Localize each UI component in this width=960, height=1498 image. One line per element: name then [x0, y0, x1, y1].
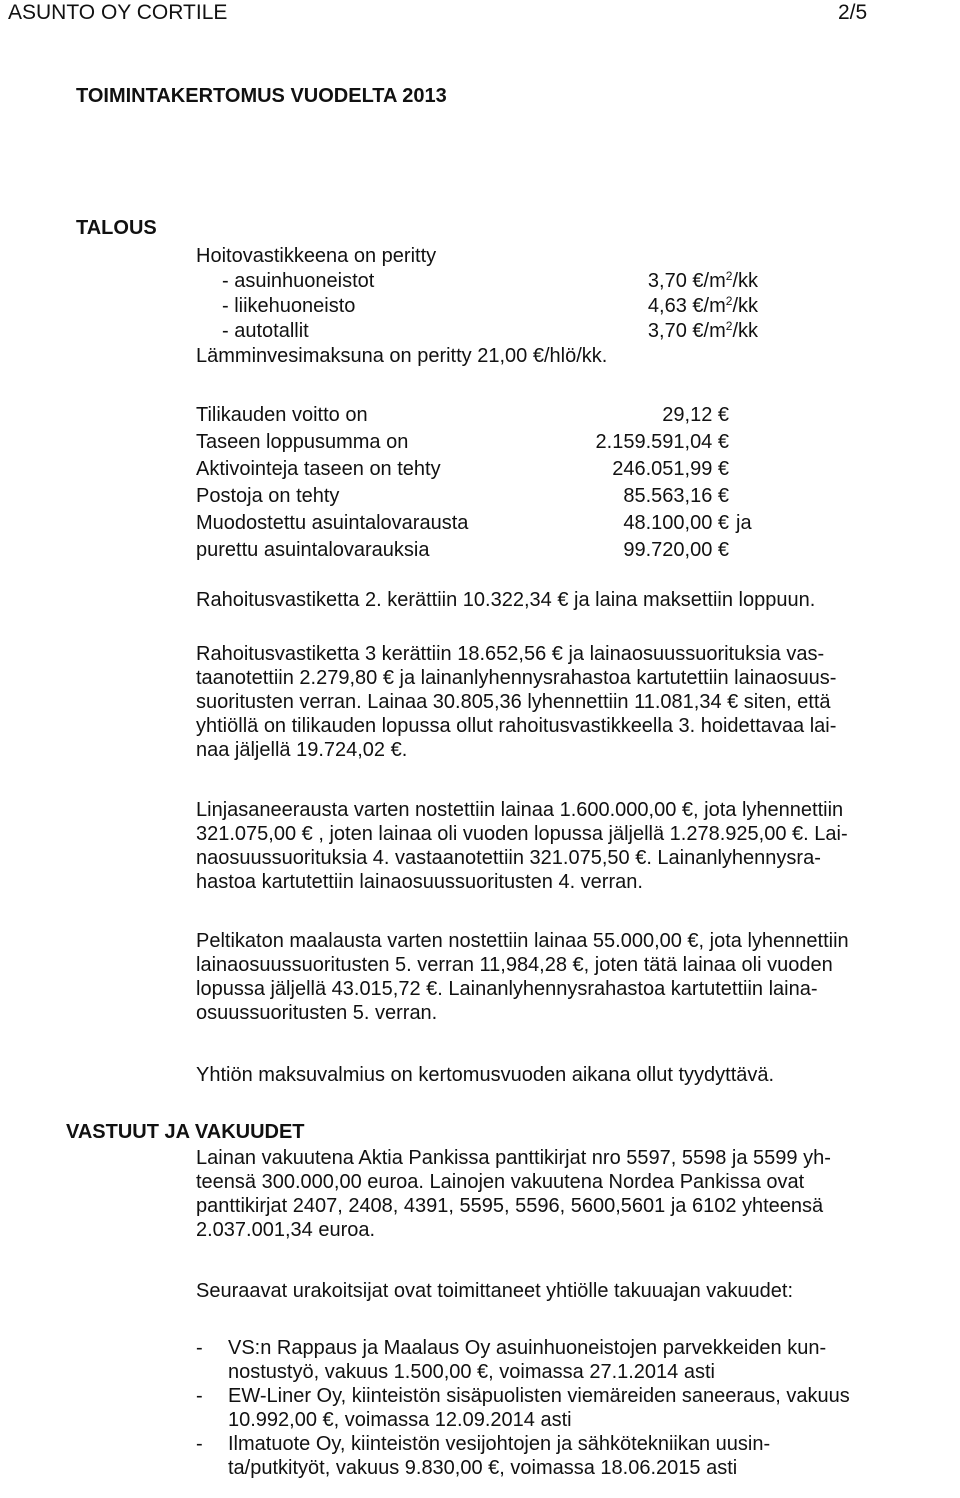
text-line: Rahoitusvastiketta 2. kerättiin 10.322,34 € ja laina maksettiin loppuun. — [196, 589, 816, 611]
text-line: Yhtiön maksuvalmius on kertomusvuoden aikana ollut tyydyttävä. — [196, 1064, 775, 1086]
paragraph-panttikirjat — [196, 1146, 956, 1242]
figure-label: Postoja on tehty — [196, 485, 340, 507]
list-item — [196, 1336, 960, 1384]
rate-value: 3,70 $€/m^2/kk$ — [647, 319, 758, 342]
text-line: 2.037.001,34 euroa. — [196, 1219, 376, 1241]
text-line: 321.075,00 € , joten lainaa oli vuoden lopussa jäljellä 1.278.925,00 €. Lai- — [196, 823, 848, 845]
paragraph-rahoitusvastike-2 — [196, 588, 956, 612]
rates-intro: Hoitovastikkeena on peritty — [196, 245, 437, 267]
guarantee-list — [196, 1336, 960, 1480]
document-title: TOIMINTAKERTOMUS VUODELTA 2013 — [76, 85, 447, 107]
figure-suffix: ja — [736, 512, 752, 534]
text-line: VS:n Rappaus ja Maalaus Oy asuinhuoneistojen parvekkeiden kun- — [228, 1337, 827, 1359]
figure-value: 48.100,00 € — [623, 512, 729, 534]
list-dash: - — [196, 1337, 203, 1359]
rate-value: 3,70 $€/m^2/kk$ — [647, 269, 758, 292]
text-line: lopussa jäljellä 43.015,72 €. Lainanlyhennysrahastoa kartutettiin laina- — [196, 978, 818, 1000]
paragraph-rahoitusvastike-3 — [196, 642, 956, 762]
figure-label: Taseen loppusumma on — [196, 431, 409, 453]
text-line: Rahoitusvastiketta 3 kerättiin 18.652,56 € ja lainaosuussuorituksia vas- — [196, 643, 825, 665]
figure-value: 2.159.591,04 € — [595, 431, 729, 453]
text-line: Ilmatuote Oy, kiinteistön vesijohtojen ja sähkötekniikan uusin- — [228, 1433, 771, 1455]
text-line: Seuraavat urakoitsijat ovat toimittaneet yhtiölle takuuajan vakuudet: — [196, 1280, 794, 1302]
list-dash: - — [196, 1385, 203, 1407]
text-line: naosuussuorituksia 4. vastaanotettiin 321.075,50 €. Lainanlyhennysra- — [196, 847, 821, 869]
text-line: Linjasaneerausta varten nostettiin lainaa 1.600.000,00 €, jota lyhennettiin — [196, 799, 844, 821]
list-dash: - — [196, 1433, 203, 1455]
text-line: teensä 300.000,00 euroa. Lainojen vakuutena Nordea Pankissa ovat — [196, 1171, 805, 1193]
text-line: EW-Liner Oy, kiinteistön sisäpuolisten viemäreiden saneeraus, vakuus — [228, 1385, 850, 1407]
rate-label: - autotallit — [222, 320, 309, 342]
paragraph-maksuvalmius — [196, 1063, 956, 1087]
figure-label: Aktivointeja taseen on tehty — [196, 458, 441, 480]
text-line: hastoa kartutettiin lainaosuussuoritusten 4. verran. — [196, 871, 643, 893]
figure-value: 85.563,16 € — [623, 485, 729, 507]
text-line: osuussuoritusten 5. verran. — [196, 1002, 438, 1024]
list-item — [196, 1384, 960, 1432]
paragraph-linjasaneeraus — [196, 798, 956, 894]
figure-label: Tilikauden voitto on — [196, 404, 368, 426]
figure-value: 246.051,99 € — [612, 458, 729, 480]
page-number: 2/5 — [838, 1, 868, 24]
rate-value: 4,63 $€/m^2/kk$ — [647, 294, 758, 317]
rate-label: - asuinhuoneistot — [222, 270, 375, 292]
paragraph-peltikatto — [196, 929, 956, 1025]
rate-label: - liikehuoneisto — [222, 295, 356, 317]
text-line: Peltikaton maalausta varten nostettiin lainaa 55.000,00 €, jota lyhennettiin — [196, 930, 849, 952]
text-line: yhtiöllä on tilikauden lopussa ollut rahoitusvastikkeella 3. hoidettavaa lai- — [196, 715, 837, 737]
figure-label: purettu asuintalovarauksia — [196, 539, 430, 561]
text-line: 10.992,00 €, voimassa 12.09.2014 asti — [228, 1409, 572, 1431]
figure-value: 99.720,00 € — [623, 539, 729, 561]
water-fee-text: Lämminvesimaksuna on peritty 21,00 €/hlö/kk. — [196, 345, 608, 367]
text-line: taanotettiin 2.279,80 € ja lainanlyhennysrahastoa kartutettiin lainaosuus- — [196, 667, 837, 689]
text-line: panttikirjat 2407, 2408, 4391, 5595, 5596, 5600,5601 ja 6102 yhteensä — [196, 1195, 824, 1217]
figure-label: Muodostettu asuintalovarausta — [196, 512, 469, 534]
text-line: naa jäljellä 19.724,02 €. — [196, 739, 408, 761]
text-line: Lainan vakuutena Aktia Pankissa panttikirjat nro 5597, 5598 ja 5599 yh- — [196, 1147, 831, 1169]
text-line: lainaosuussuoritusten 5. verran 11,984,28 €, joten tätä lainaa oli vuoden — [196, 954, 833, 976]
figure-value: 29,12 € — [662, 404, 729, 426]
text-line: nostustyö, vakuus 1.500,00 €, voimassa 27.1.2014 asti — [228, 1361, 715, 1383]
paragraph-takuu-intro — [196, 1279, 956, 1303]
company-name: ASUNTO OY CORTILE — [8, 1, 228, 24]
text-line: suoritusten verran. Lainaa 30.805,36 lyhennettiin 11.081,34 € siten, että — [196, 691, 831, 713]
text-line: ta/putkityöt, vakuus 9.830,00 €, voimassa 18.06.2015 asti — [228, 1457, 738, 1479]
section-heading-talous: TALOUS — [76, 217, 157, 239]
list-item — [196, 1432, 960, 1480]
section-heading-vastuut: VASTUUT JA VAKUUDET — [66, 1121, 305, 1143]
